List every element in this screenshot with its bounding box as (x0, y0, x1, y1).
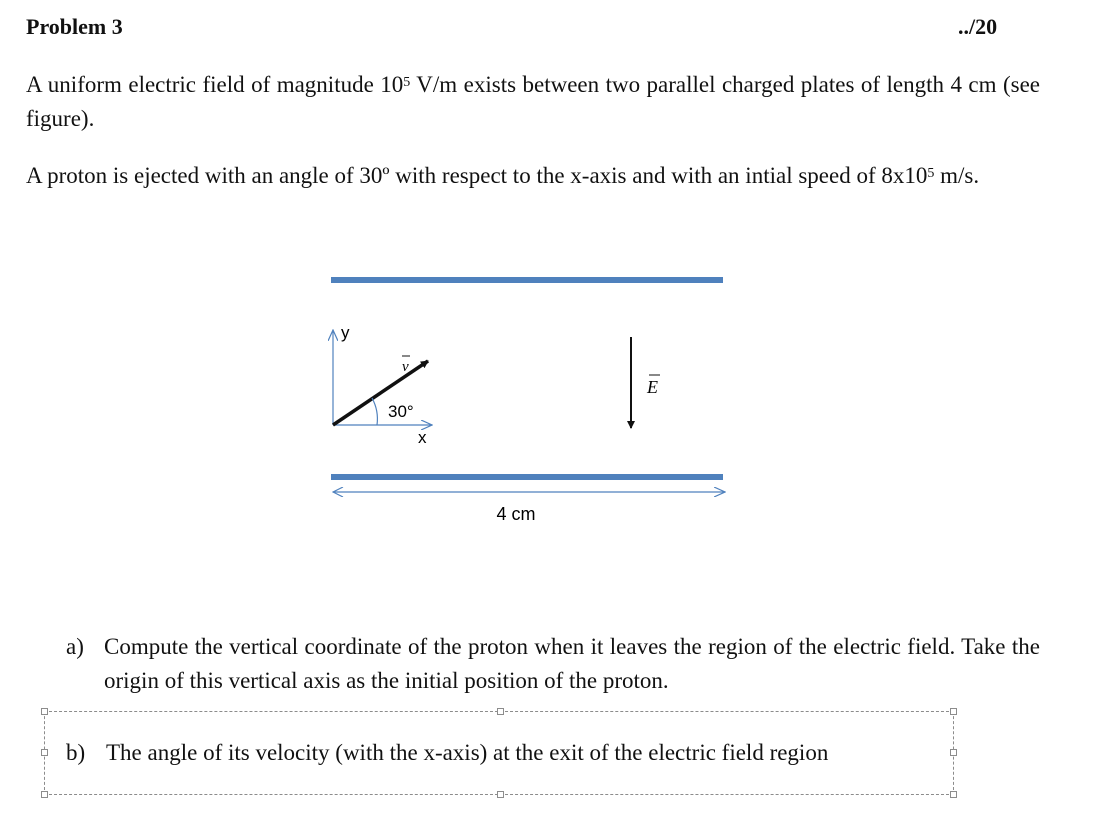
x-axis-label: x (418, 428, 427, 447)
resize-handle[interactable] (41, 708, 48, 715)
intro-p1-text-a: A uniform electric field of magnitude 10 (26, 72, 404, 97)
resize-handle[interactable] (497, 708, 504, 715)
intro-p1-text-b: V/m exists between two parallel charged plates of length 4 cm (see figure). (26, 72, 1040, 131)
velocity-label: v (402, 359, 409, 375)
electric-field-label: E (647, 377, 658, 397)
angle-arc (372, 398, 377, 425)
intro-p2-text-a: A proton is ejected with an angle of 30º with respect to the x-axis and with an intial speed of 8x10 (26, 163, 928, 188)
question-b (66, 736, 828, 770)
intro-p1-exponent: 5 (403, 75, 411, 90)
question-b-text: The angle of its velocity (with the x-axis) at the exit of the electric field region (106, 740, 829, 765)
resize-handle[interactable] (950, 749, 957, 756)
velocity-vector (333, 361, 428, 425)
length-label: 4 cm (496, 504, 536, 524)
angle-label: 30° (388, 402, 414, 421)
top-plate (331, 277, 723, 283)
resize-handle[interactable] (950, 708, 957, 715)
question-a (66, 630, 1040, 698)
y-axis-label: y (341, 323, 350, 342)
intro-p2-text-b: m/s. (934, 163, 980, 188)
problem-title: Problem 3 (26, 14, 123, 39)
resize-handle[interactable] (41, 749, 48, 756)
intro-p2-exponent: 5 (927, 166, 935, 181)
bottom-plate (331, 474, 723, 480)
question-a-text: Compute the vertical coordinate of the proton when it leaves the region of the electric field. Take the origin of this vertical axis as the initial position of the proton. (104, 634, 1040, 693)
resize-handle[interactable] (950, 791, 957, 798)
resize-handle[interactable] (497, 791, 504, 798)
question-b-label: b) (66, 740, 86, 765)
score-label: ../20 (958, 14, 998, 39)
question-a-label: a) (66, 634, 84, 659)
resize-handle[interactable] (41, 791, 48, 798)
